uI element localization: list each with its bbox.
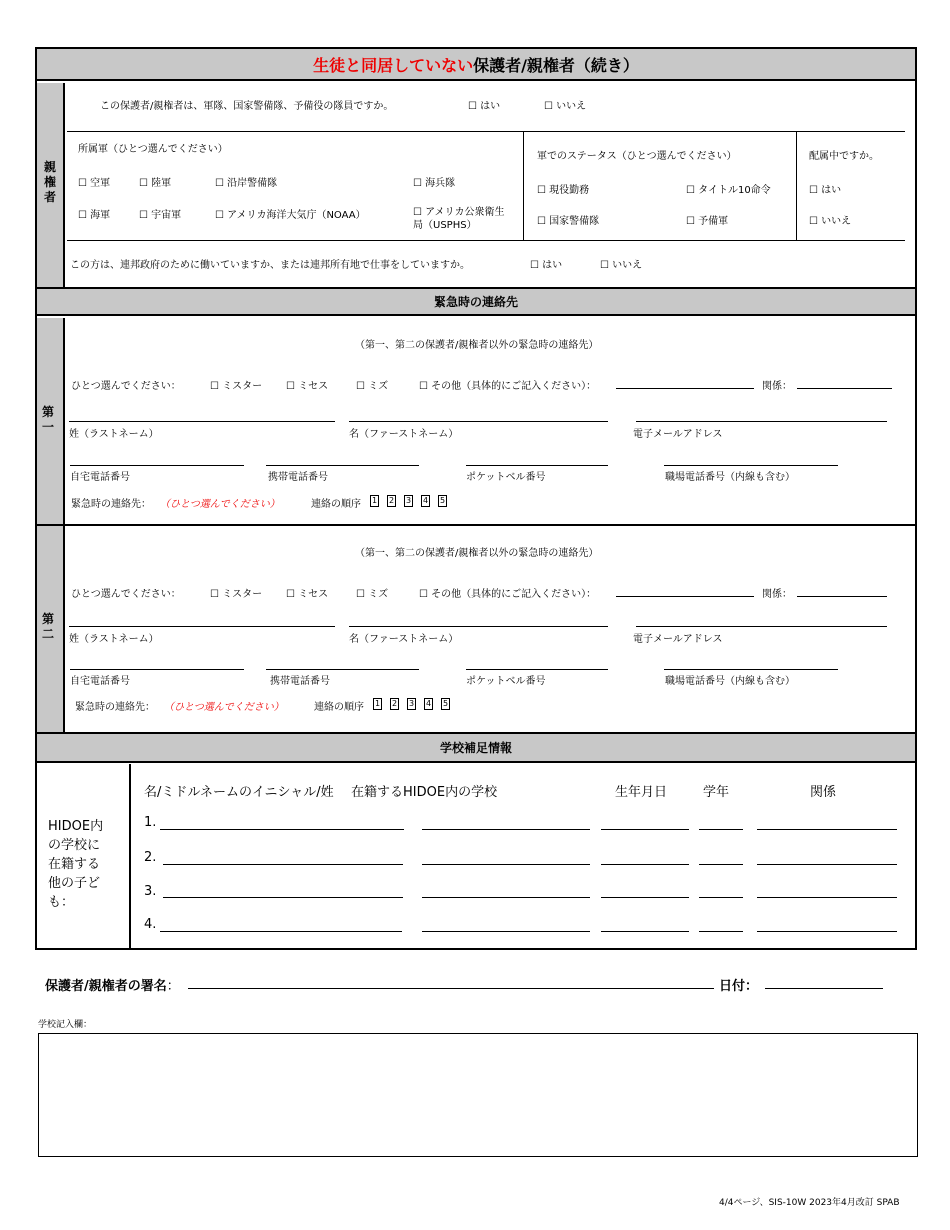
divider	[67, 240, 905, 241]
row2-relation-field[interactable]	[757, 864, 897, 865]
date-field[interactable]	[765, 988, 883, 989]
row-number: 2.	[144, 850, 157, 865]
contact1-home-phone-label: 自宅電話番号	[70, 472, 130, 483]
contact1-last-name-field[interactable]	[69, 421, 335, 422]
school-section	[35, 732, 917, 950]
contact1-contact-label: 緊急時の連絡先：	[71, 499, 151, 510]
military-question: この保護者/親権者は、軍隊、国家警備隊、予備役の隊員ですか。	[100, 101, 394, 112]
order-2-box[interactable]: 2	[391, 699, 398, 708]
contact2-side-label: 第二	[41, 612, 54, 641]
divider	[523, 131, 524, 241]
contact1-mobile-phone-label: 携帯電話番号	[268, 472, 328, 483]
contact1-ms-checkbox[interactable]: ☐ ミズ	[356, 377, 388, 392]
title-black: 保護者/親権者（続き）	[473, 56, 639, 75]
contact2-choose: ひとつ選んでください：	[71, 589, 181, 600]
row1-dob-field[interactable]	[601, 829, 689, 830]
branch-navy-checkbox[interactable]: ☐ 海軍	[78, 206, 110, 221]
divider	[67, 131, 905, 132]
contact1-side-label: 第一	[41, 405, 54, 434]
status-national-guard-checkbox[interactable]: ☐ 国家警備隊	[537, 212, 599, 227]
order-4-box[interactable]: 4	[422, 496, 429, 505]
col-school-header: 在籍するHIDOE内の学校	[351, 785, 498, 800]
contact1-note: （第一、第二の保護者/親権者以外の緊急時の連絡先）	[355, 340, 599, 351]
contact1-email-field[interactable]	[636, 421, 887, 422]
row4-name-field[interactable]	[160, 931, 402, 932]
order-3-box[interactable]: 3	[405, 496, 412, 505]
order-1-box[interactable]: 1	[374, 699, 381, 708]
contact2-order-label: 連絡の順序	[314, 702, 364, 713]
contact2-contact-label: 緊急時の連絡先：	[75, 702, 155, 713]
row3-school-field[interactable]	[422, 897, 590, 898]
branch-space-force-checkbox[interactable]: ☐ 宇宙軍	[139, 206, 181, 221]
row2-dob-field[interactable]	[601, 864, 689, 865]
row1-grade-field[interactable]	[699, 829, 743, 830]
row1-name-field[interactable]	[160, 829, 404, 830]
contact2-order-boxes	[373, 698, 458, 710]
order-2-box[interactable]: 2	[388, 496, 395, 505]
row-number: 1.	[144, 815, 157, 830]
contact1-mobile-phone-field[interactable]	[266, 465, 419, 466]
section-title	[37, 49, 915, 81]
contact1-relation-label: 関係：	[762, 381, 792, 392]
divider	[37, 524, 915, 526]
contact2-note: （第一、第二の保護者/親権者以外の緊急時の連絡先）	[355, 548, 599, 559]
branch-usphs-checkbox[interactable]: ☐ アメリカ公衆衛生局（USPHS）	[413, 206, 513, 232]
contact1-pager-label: ポケットベル番号	[466, 472, 546, 483]
contact1-contact-choose: （ひとつ選んでください）	[160, 499, 280, 510]
date-label: 日付：	[719, 979, 759, 994]
contact2-pager-field[interactable]	[466, 669, 608, 670]
signature-label: 保護者/親権者の署名：	[45, 979, 180, 994]
row4-relation-field[interactable]	[757, 931, 897, 932]
contact2-other-checkbox[interactable]: ☐ その他（具体的にご記入ください）：	[419, 585, 596, 600]
order-4-box[interactable]: 4	[425, 699, 432, 708]
row1-school-field[interactable]	[422, 829, 590, 830]
contact2-mr-checkbox[interactable]: ☐ ミスター	[210, 585, 262, 600]
contact1-order-label: 連絡の順序	[311, 499, 361, 510]
divider	[796, 131, 797, 241]
status-label: 軍でのステータス（ひとつ選んでください）	[537, 151, 737, 162]
order-5-box[interactable]: 5	[439, 496, 446, 505]
school-use-box[interactable]	[38, 1033, 918, 1157]
contact2-first-name-label: 名（ファーストネーム）	[349, 634, 459, 645]
contact2-home-phone-label: 自宅電話番号	[70, 676, 130, 687]
federal-yes-checkbox[interactable]: ☐ はい	[530, 256, 562, 271]
federal-question: この方は、連邦政府のために働いていますか、または連邦所有地で仕事をしていますか。	[70, 260, 470, 271]
contact2-mobile-phone-field[interactable]	[266, 669, 419, 670]
col-grade-header: 学年	[703, 785, 730, 800]
contact1-work-phone-label: 職場電話番号（内線も含む）	[665, 472, 795, 483]
contact1-email-label: 電子メールアドレス	[633, 429, 723, 440]
emergency-header: 緊急時の連絡先	[37, 289, 915, 316]
contact1-choose: ひとつ選んでください：	[71, 381, 181, 392]
branch-air-force-checkbox[interactable]: ☐ 空軍	[78, 174, 110, 189]
contact1-work-phone-field[interactable]	[664, 465, 838, 466]
col-name-header: 名/ミドルネームのイニシャル/姓	[144, 785, 334, 800]
contact2-home-phone-field[interactable]	[70, 669, 244, 670]
contact2-relation-label: 関係：	[762, 589, 792, 600]
branch-coast-guard-checkbox[interactable]: ☐ 沿岸警備隊	[215, 174, 277, 189]
contact1-last-name-label: 姓（ラストネーム）	[69, 429, 159, 440]
order-1-box[interactable]: 1	[371, 496, 378, 505]
row3-grade-field[interactable]	[699, 897, 743, 898]
row4-grade-field[interactable]	[699, 931, 743, 932]
row2-school-field[interactable]	[422, 864, 590, 865]
guardian-section	[35, 47, 917, 289]
contact1-first-name-label: 名（ファーストネーム）	[349, 429, 459, 440]
contact2-work-phone-label: 職場電話番号（内線も含む）	[665, 676, 795, 687]
federal-no-checkbox[interactable]: ☐ いいえ	[600, 256, 642, 271]
col-relation-header: 関係	[810, 785, 837, 800]
branch-noaa-checkbox[interactable]: ☐ アメリカ海洋大気庁（NOAA）	[215, 206, 366, 221]
deployed-yes-checkbox[interactable]: ☐ はい	[809, 181, 841, 196]
order-5-box[interactable]: 5	[442, 699, 449, 708]
contact2-last-name-field[interactable]	[69, 626, 335, 627]
row2-name-field[interactable]	[163, 864, 403, 865]
military-yes-checkbox[interactable]: ☐ はい	[468, 97, 500, 112]
contact1-pager-field[interactable]	[466, 465, 608, 466]
contact2-first-name-field[interactable]	[349, 626, 608, 627]
school-side-label: HIDOE内の学校に在籍する他の子ども：	[48, 819, 104, 910]
row-number: 4.	[144, 917, 157, 932]
branch-marines-checkbox[interactable]: ☐ 海兵隊	[413, 174, 455, 189]
row1-relation-field[interactable]	[757, 829, 897, 830]
contact2-ms-checkbox[interactable]: ☐ ミズ	[356, 585, 388, 600]
status-reserve-checkbox[interactable]: ☐ 予備軍	[686, 212, 728, 227]
contact1-other-field[interactable]	[616, 388, 754, 389]
emergency-section	[35, 287, 917, 734]
deployed-label: 配属中ですか。	[809, 151, 879, 162]
status-active-checkbox[interactable]: ☐ 現役勤務	[537, 181, 589, 196]
divider	[129, 764, 131, 948]
footer: 4/4ページ、SIS-10W 2023年4月改訂 SPAB	[719, 1198, 900, 1208]
contact1-home-phone-field[interactable]	[70, 465, 244, 466]
contact2-relation-field[interactable]	[797, 596, 887, 597]
contact2-email-label: 電子メールアドレス	[633, 634, 723, 645]
contact2-pager-label: ポケットベル番号	[466, 676, 546, 687]
contact2-contact-choose: （ひとつ選んでください）	[164, 702, 284, 713]
school-use-label: 学校記入欄：	[38, 1020, 93, 1030]
contact1-mrs-checkbox[interactable]: ☐ ミセス	[286, 377, 328, 392]
military-no-checkbox[interactable]: ☐ いいえ	[544, 97, 586, 112]
contact2-other-field[interactable]	[616, 596, 754, 597]
contact1-relation-field[interactable]	[797, 388, 892, 389]
contact2-email-field[interactable]	[636, 626, 887, 627]
signature-field[interactable]	[188, 988, 714, 989]
school-header: 学校補足情報	[37, 734, 915, 763]
row2-grade-field[interactable]	[699, 864, 743, 865]
order-3-box[interactable]: 3	[408, 699, 415, 708]
contact1-first-name-field[interactable]	[349, 421, 608, 422]
title-red: 生徒と同居していない	[313, 56, 474, 75]
row4-dob-field[interactable]	[601, 931, 689, 932]
guardian-side-label: 親権者	[43, 160, 56, 204]
col-dob-header: 生年月日	[615, 785, 668, 800]
contact2-work-phone-field[interactable]	[664, 669, 838, 670]
row3-name-field[interactable]	[163, 897, 403, 898]
row3-relation-field[interactable]	[757, 897, 897, 898]
branch-army-checkbox[interactable]: ☐ 陸軍	[139, 174, 171, 189]
contact1-order-boxes	[370, 495, 455, 507]
row3-dob-field[interactable]	[601, 897, 689, 898]
deployed-no-checkbox[interactable]: ☐ いいえ	[809, 212, 851, 227]
contact2-mrs-checkbox[interactable]: ☐ ミセス	[286, 585, 328, 600]
contact2-mobile-phone-label: 携帯電話番号	[270, 676, 330, 687]
contact1-other-checkbox[interactable]: ☐ その他（具体的にご記入ください）：	[419, 377, 596, 392]
row-number: 3.	[144, 884, 157, 899]
contact1-mr-checkbox[interactable]: ☐ ミスター	[210, 377, 262, 392]
branch-label: 所属軍（ひとつ選んでください）	[78, 144, 228, 155]
contact2-last-name-label: 姓（ラストネーム）	[69, 634, 159, 645]
row4-school-field[interactable]	[422, 931, 590, 932]
status-title10-checkbox[interactable]: ☐ タイトル10命令	[686, 181, 771, 196]
